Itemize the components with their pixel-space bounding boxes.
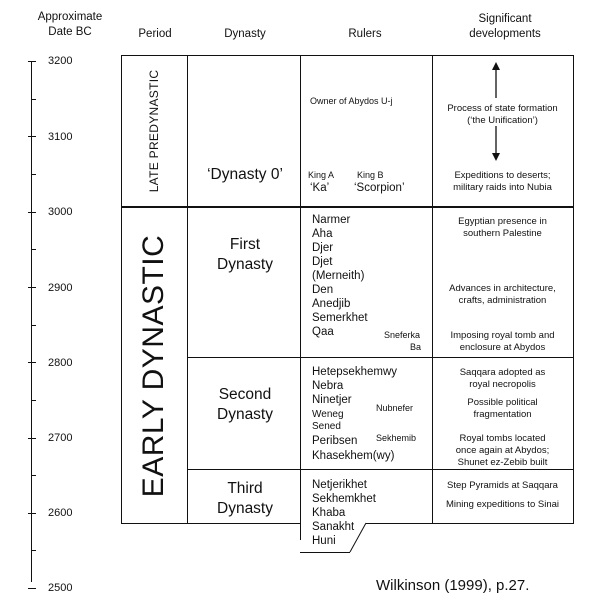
ruler-name: Sanakht: [312, 521, 355, 533]
dynasty-column-divider: [300, 55, 301, 540]
dev-state-formation-line2: (‘the Unification’): [467, 115, 538, 126]
dev-political: [432, 397, 573, 421]
dev-royal-tomb: [432, 330, 573, 354]
axis-minor-tick: [31, 550, 36, 551]
second-dynasty-label: [190, 385, 300, 425]
ruler-name: Hetepsekhemwy: [312, 366, 398, 378]
axis-minor-tick: [31, 99, 36, 100]
arrow-up-icon: [490, 62, 502, 100]
ruler-name: Ninetjer: [312, 394, 352, 406]
dev-royal-tomb-line2: enclosure at Abydos: [459, 342, 546, 353]
dev-state-formation: [432, 103, 573, 127]
ruler-name: Huni: [312, 535, 336, 547]
second-dynasty-rulers-list: [312, 365, 432, 407]
dev-advances: [432, 283, 573, 307]
dev-political-line2: fragmentation: [473, 409, 532, 420]
axis-major-tick: [28, 588, 36, 589]
first-dynasty-label: [190, 235, 300, 275]
ruler-name: Den: [312, 284, 334, 296]
header-developments: [450, 12, 560, 42]
year-3000: 3000: [48, 206, 73, 218]
ruler-name: Sekhemkhet: [312, 493, 376, 505]
ruler-ba: Ba: [410, 342, 422, 352]
dev-tombs-abydos-line1: Royal tombs located: [459, 433, 546, 444]
axis-major-tick: [28, 513, 36, 514]
axis-minor-tick: [31, 174, 36, 175]
third-dynasty-line1: Third: [227, 480, 263, 497]
first-dynasty-line1: First: [229, 236, 261, 253]
third-dynasty-label: [190, 479, 300, 519]
dev-advances-line2: crafts, administration: [458, 295, 547, 306]
ruler-scorpion: ‘Scorpion’: [354, 182, 405, 194]
dynasty-0-label: ‘Dynasty 0’: [207, 166, 283, 183]
year-2500: 2500: [48, 582, 73, 594]
time-axis-line: [31, 61, 32, 582]
year-2600: 2600: [48, 507, 73, 519]
citation: Wilkinson (1999), p.27.: [376, 577, 530, 594]
dev-tombs-abydos: [432, 433, 573, 469]
header-rulers: Rulers: [348, 28, 382, 40]
year-3100: 3100: [48, 131, 73, 143]
first-dynasty-line2: Dynasty: [217, 256, 273, 273]
ruler-peribsen: Peribsen: [312, 435, 358, 447]
period-column-divider: [187, 55, 188, 523]
dev-expeditions-line2: military raids into Nubia: [453, 182, 552, 193]
era-boundary-3000: [121, 206, 574, 208]
ruler-nubnefer: Nubnefer: [376, 403, 414, 413]
ruler-name: Anedjib: [312, 298, 351, 310]
year-2900: 2900: [48, 282, 73, 294]
axis-major-tick: [28, 136, 36, 137]
second-dynasty-line2: Dynasty: [217, 406, 273, 423]
dev-palestine-line2: southern Palestine: [463, 228, 542, 239]
ruler-king-b-label: King B: [357, 170, 384, 180]
dynasty-boundary-2800: [187, 357, 574, 358]
dev-saqqara-line2: royal necropolis: [469, 379, 536, 390]
dev-state-formation-line1: Process of state formation: [447, 103, 558, 114]
year-2800: 2800: [48, 357, 73, 369]
dev-expeditions-line1: Expeditions to deserts;: [454, 170, 551, 181]
dev-royal-tomb-line1: Imposing royal tomb and: [450, 330, 555, 341]
ruler-name: Djer: [312, 242, 334, 254]
axis-major-tick: [28, 212, 36, 213]
axis-minor-tick: [31, 249, 36, 250]
ruler-name: Djet: [312, 256, 333, 268]
ruler-khasekhemwy: Khasekhem(wy): [312, 450, 395, 462]
dev-tombs-abydos-line2: once again at Abydos;: [455, 445, 550, 456]
table-top-border: [121, 55, 574, 56]
dev-saqqara-line1: Saqqara adopted as: [459, 367, 546, 378]
axis-minor-tick: [31, 325, 36, 326]
dynasty-boundary-2650: [187, 469, 574, 470]
header-date-line1: Approximate: [37, 11, 103, 23]
dev-tombs-abydos-line3: Shunet ez-Zebib built: [457, 457, 548, 468]
ruler-name: Netjerikhet: [312, 479, 367, 491]
ruler-owner-abydos: Owner of Abydos U-j: [310, 96, 393, 106]
dev-expeditions: [432, 170, 573, 194]
ruler-name: Qaa: [312, 326, 334, 338]
ruler-sened: Sened: [312, 421, 341, 432]
first-dynasty-rulers-list: [312, 213, 432, 339]
header-date: [30, 10, 110, 40]
year-3200: 3200: [48, 55, 73, 67]
ruler-name: (Merneith): [312, 270, 365, 282]
axis-major-tick: [28, 362, 36, 363]
dev-advances-line1: Advances in architecture,: [449, 283, 556, 294]
axis-major-tick: [28, 287, 36, 288]
second-dynasty-line1: Second: [218, 386, 272, 403]
table-right-border: [573, 55, 574, 523]
third-dynasty-line2: Dynasty: [217, 500, 273, 517]
axis-minor-tick: [31, 400, 36, 401]
dev-palestine: [432, 216, 573, 240]
header-developments-line2: developments: [469, 28, 541, 40]
ruler-ka: ‘Ka’: [310, 182, 330, 194]
ruler-name: Aha: [312, 228, 333, 240]
ruler-king-a-label: King A: [308, 170, 335, 180]
header-date-line2: Date BC: [48, 26, 92, 38]
period-late-predynastic: LATE PREDYNASTIC: [147, 69, 161, 193]
year-2700: 2700: [48, 432, 73, 444]
arrow-down-icon: [490, 126, 502, 162]
ruler-sneferka: Sneferka: [384, 330, 421, 340]
ruler-name: Semerkhet: [312, 312, 368, 324]
ruler-sekhemib: Sekhemib: [376, 433, 417, 443]
ruler-name: Nebra: [312, 380, 344, 392]
ruler-name: Narmer: [312, 214, 351, 226]
ruler-weneg: Weneg: [312, 409, 344, 420]
dev-step-pyramids: Step Pyramids at Saqqara: [447, 480, 558, 491]
third-dynasty-rulers-list: [312, 478, 432, 548]
header-period: Period: [138, 28, 172, 40]
ruler-name: Khaba: [312, 507, 346, 519]
axis-major-tick: [28, 438, 36, 439]
table-left-border: [121, 55, 122, 523]
dev-mining: Mining expeditions to Sinai: [445, 499, 559, 510]
header-developments-line1: Significant: [478, 13, 532, 25]
header-dynasty: Dynasty: [224, 28, 266, 40]
dev-palestine-line1: Egyptian presence in: [458, 216, 547, 227]
period-early-dynastic: EARLY DYNASTIC: [137, 234, 170, 498]
axis-minor-tick: [31, 475, 36, 476]
dev-political-line1: Possible political: [467, 397, 538, 408]
axis-major-tick: [28, 61, 36, 62]
table-bottom-left: [121, 523, 301, 524]
dev-saqqara: [432, 367, 573, 391]
